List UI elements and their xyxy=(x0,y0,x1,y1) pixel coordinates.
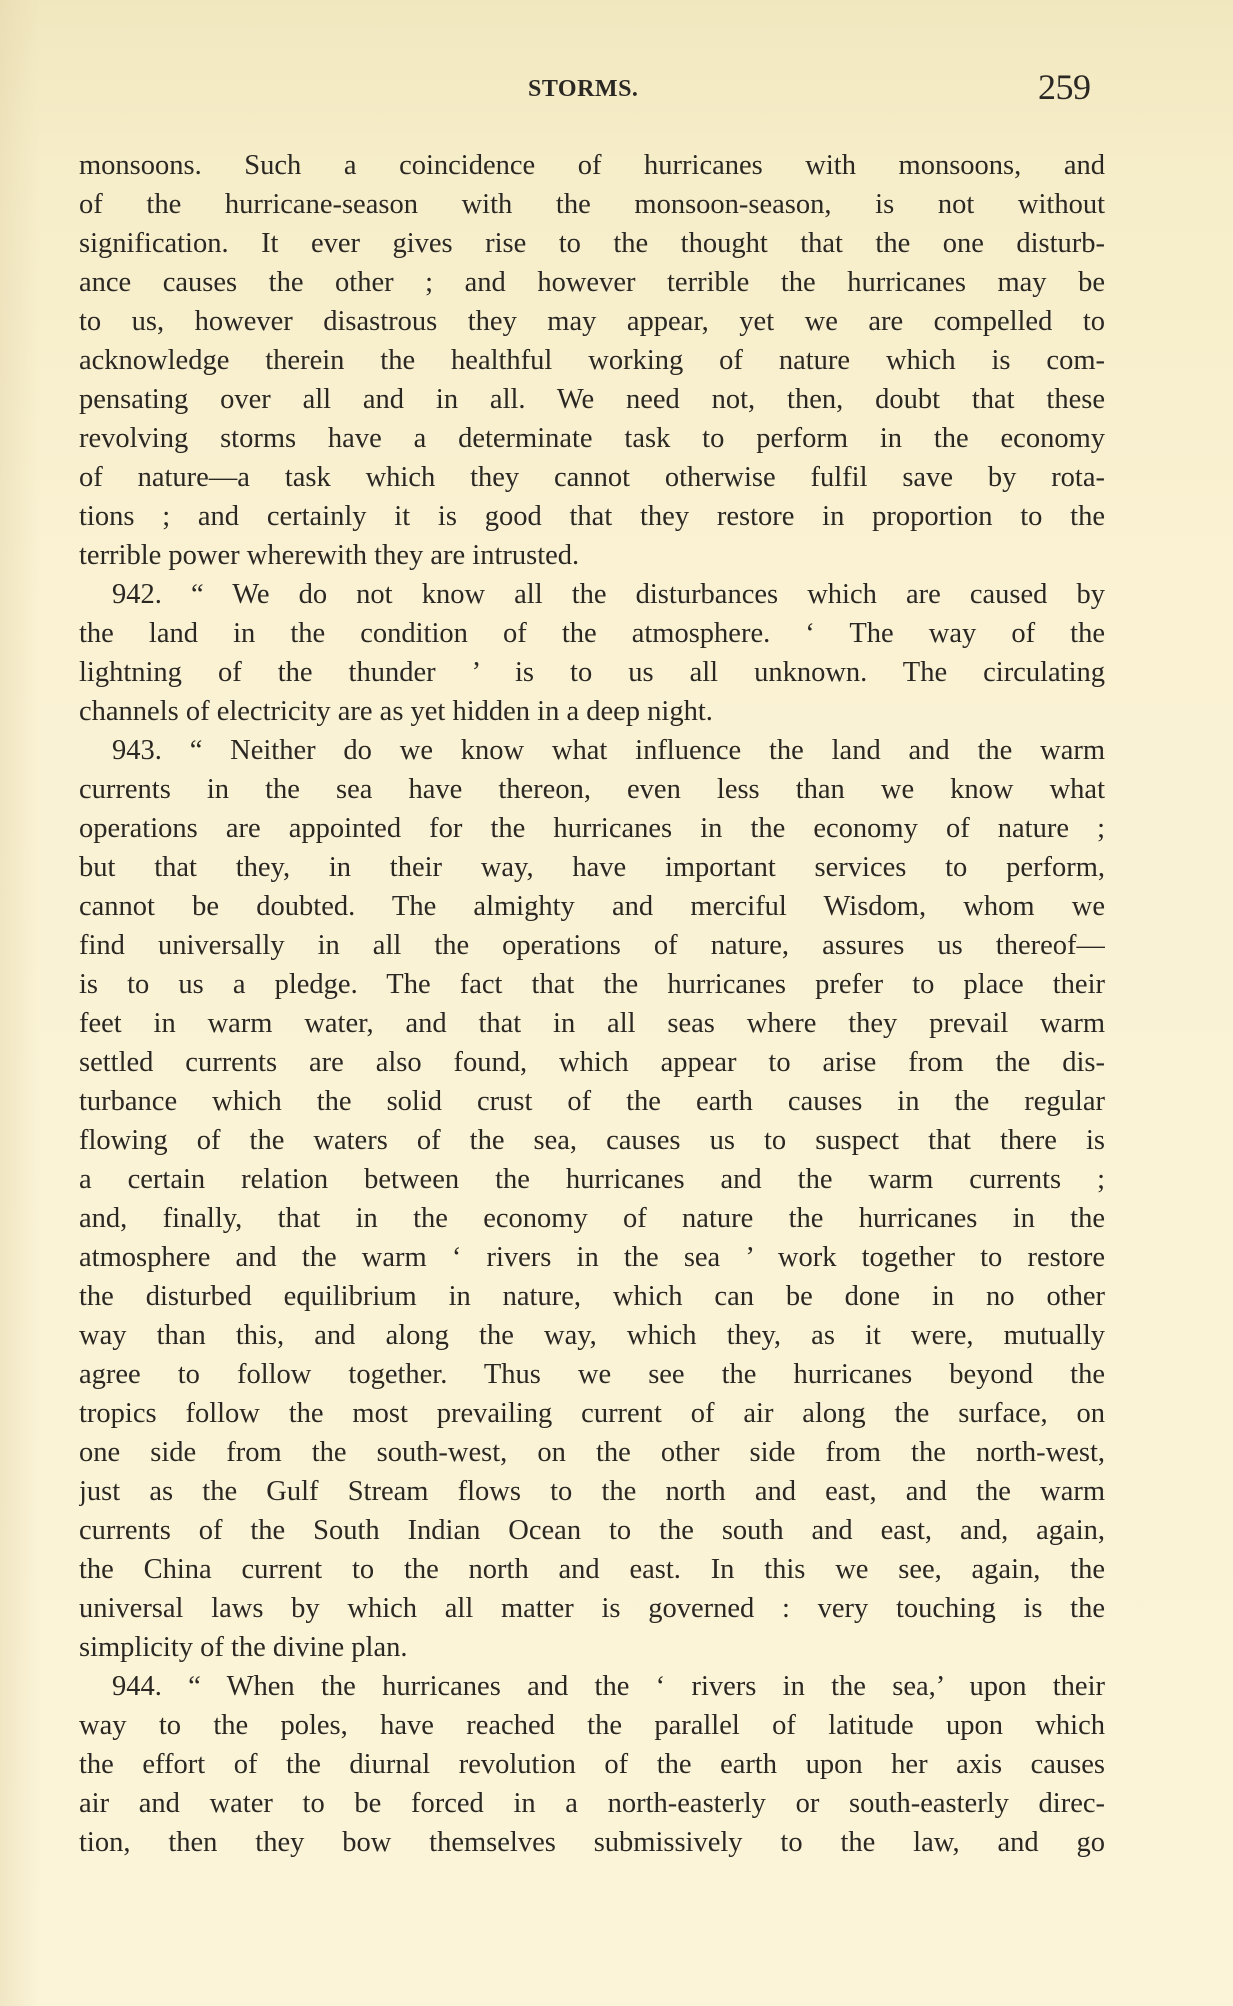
text-line: the China current to the north and east. In this we see, again, the xyxy=(79,1554,1105,1585)
text-line: a certain relation between the hurricanes and the warm currents ; xyxy=(79,1164,1105,1195)
text-line: signification. It ever gives rise to the thought that the one disturb- xyxy=(79,228,1105,259)
paragraph-end-line: simplicity of the divine plan. xyxy=(79,1632,408,1663)
text-line: lightning of the thunder ’ is to us all unknown. The circulating xyxy=(79,657,1105,688)
text-line: of the hurricane-season with the monsoon-season, is not without xyxy=(79,189,1105,220)
text-line: turbance which the solid crust of the earth causes in the regular xyxy=(79,1086,1105,1117)
text-line: way than this, and along the way, which they, as it were, mutually xyxy=(79,1320,1105,1351)
page-number: 259 xyxy=(1038,67,1091,107)
text-line: the effort of the diurnal revolution of the earth upon her axis causes xyxy=(79,1749,1105,1780)
text-line: universal laws by which all matter is governed : very touching is the xyxy=(79,1593,1105,1624)
text-line: just as the Gulf Stream flows to the north and east, and the warm xyxy=(79,1476,1105,1507)
text-line: one side from the south-west, on the other side from the north-west, xyxy=(79,1437,1105,1468)
text-line: but that they, in their way, have important services to perform, xyxy=(79,852,1105,883)
paragraph-943-start: 943. “ Neither do we know what influence the land and the warm xyxy=(112,735,1105,766)
text-line: atmosphere and the warm ‘ rivers in the sea ’ work together to restore xyxy=(79,1242,1105,1273)
text-line: the disturbed equilibrium in nature, which can be done in no other xyxy=(79,1281,1105,1312)
text-line: tropics follow the most prevailing current of air along the surface, on xyxy=(79,1398,1105,1429)
text-line: flowing of the waters of the sea, causes us to suspect that there is xyxy=(79,1125,1105,1156)
text-line: currents of the South Indian Ocean to the south and east, and, again, xyxy=(79,1515,1105,1546)
text-line: tions ; and certainly it is good that they restore in proportion to the xyxy=(79,501,1105,532)
text-line: pensating over all and in all. We need not, then, doubt that these xyxy=(79,384,1105,415)
text-line: of nature—a task which they cannot otherwise fulfil save by rota- xyxy=(79,462,1105,493)
paragraph-end-line: channels of electricity are as yet hidden in a deep night. xyxy=(79,696,713,727)
text-line: is to us a pledge. The fact that the hurricanes prefer to place their xyxy=(79,969,1105,1000)
text-line: ance causes the other ; and however terrible the hurricanes may be xyxy=(79,267,1105,298)
text-line: the land in the condition of the atmosphere. ‘ The way of the xyxy=(79,618,1105,649)
text-line: tion, then they bow themselves submissively to the law, and go xyxy=(79,1827,1105,1858)
text-line: operations are appointed for the hurricanes in the economy of nature ; xyxy=(79,813,1105,844)
text-line: feet in warm water, and that in all seas where they prevail warm xyxy=(79,1008,1105,1039)
text-line: revolving storms have a determinate task to perform in the economy xyxy=(79,423,1105,454)
paragraph-942-start: 942. “ We do not know all the disturbances which are caused by xyxy=(112,579,1105,610)
text-line: cannot be doubted. The almighty and merciful Wisdom, whom we xyxy=(79,891,1105,922)
text-line: find universally in all the operations of nature, assures us thereof— xyxy=(79,930,1105,961)
text-line: acknowledge therein the healthful working of nature which is com- xyxy=(79,345,1105,376)
page-gutter-shadow xyxy=(0,0,40,2006)
text-line: way to the poles, have reached the parallel of latitude upon which xyxy=(79,1710,1105,1741)
running-head xyxy=(0,66,1233,110)
text-line: agree to follow together. Thus we see the hurricanes beyond the xyxy=(79,1359,1105,1390)
text-line: air and water to be forced in a north-easterly or south-easterly direc- xyxy=(79,1788,1105,1819)
paragraph-end-line: terrible power wherewith they are intrusted. xyxy=(79,540,580,571)
running-title: STORMS. xyxy=(528,76,639,102)
body-text xyxy=(79,146,1105,1862)
text-line: monsoons. Such a coincidence of hurricanes with monsoons, and xyxy=(79,150,1105,181)
text-line: to us, however disastrous they may appear, yet we are compelled to xyxy=(79,306,1105,337)
text-line: currents in the sea have thereon, even less than we know what xyxy=(79,774,1105,805)
text-line: settled currents are also found, which appear to arise from the dis- xyxy=(79,1047,1105,1078)
text-line: and, finally, that in the economy of nature the hurricanes in the xyxy=(79,1203,1105,1234)
paragraph-944-start: 944. “ When the hurricanes and the ‘ rivers in the sea,’ upon their xyxy=(112,1671,1105,1702)
